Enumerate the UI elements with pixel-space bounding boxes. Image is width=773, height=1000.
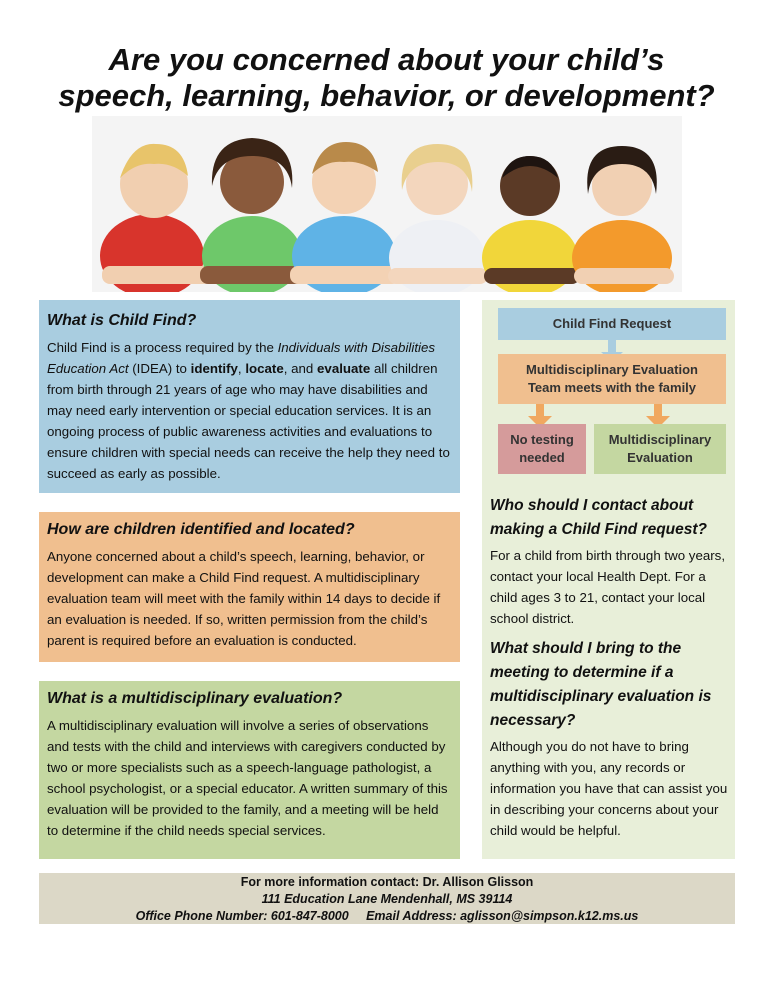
footer-contact-name: For more information contact: Dr. Allison Glisson [240,875,534,889]
act-name: Individuals with Disabilities Education Act [47,340,436,376]
contact-body: For a child from birth through two years, contact your local Health Dept. For a child ages 3 to 21, contact your local school district. [490,548,726,626]
contact-section [490,494,730,849]
what-is-child-find-section [39,300,460,493]
bring-body: Although you do not have to bring anything with you, any records or information you have that can assist you in describing your concerns about your child would be helpful. [490,739,728,838]
keyword-evaluate: evaluate [317,361,371,376]
flow-evaluation-box [594,424,726,474]
identification-body: Anyone concerned about a child’s speech, learning, behavior, or development can make a Child Find request. A multidisciplinary evaluation team will meet with the family within 14 days to decide if an evaluation is needed. If so, written permission from the child’s parent is required before an evaluation is conducted. [47,549,441,648]
flow-no-testing-label-1: No testing [510,432,574,447]
contact-footer [39,873,735,924]
flow-no-testing-label-2: needed [519,450,565,465]
keyword-identify: identify [190,361,238,376]
title-line-1: Are you concerned about your child’s [108,42,665,77]
page-title [0,42,773,114]
contact-heading: Who should I contact about making a Child Find request? [490,497,708,538]
footer-phone: Office Phone Number: 601-847-8000 [135,909,349,923]
flow-team-meeting-box [498,354,726,404]
bring-heading: What should I bring to the meeting to determine if a multidisciplinary evaluation is necessary? [490,640,712,729]
body-text: , [237,361,246,376]
flow-request-label: Child Find Request [552,316,672,331]
children-illustration [92,116,682,292]
flow-evaluation-label-2: Evaluation [627,450,693,465]
flow-team-label-1: Multidisciplinary Evaluation [526,362,698,377]
flow-no-testing-box [498,424,586,474]
children-photo [92,116,682,292]
flow-evaluation-label-1: Multidisciplinary [608,432,712,447]
body-text: Child Find is a process required by the [47,340,278,355]
body-text: , and [283,361,318,376]
multidisciplinary-section [39,681,460,859]
sidebar [482,300,735,859]
footer-email: Email Address: aglisson@simpson.k12.ms.us [366,909,639,923]
footer-address: 111 Education Lane Mendenhall, MS 39114 [261,892,513,906]
identification-heading: How are children identified and located? [47,521,355,538]
multidisciplinary-heading: What is a multidisciplinary evaluation? [47,690,343,707]
body-text: all children from birth through 21 years of age who may have disabilities and may need early intervention or special education services. It is an ongoing process of public awareness activities and evaluations to ensure children with special needs can receive the help they need to succeed as early as possible. [47,361,450,481]
footer-phone-email [39,908,735,925]
title-line-2: speech, learning, behavior, or development? [58,78,715,113]
identification-section [39,512,460,662]
body-text: (IDEA) to [128,361,191,376]
what-is-child-find-heading: What is Child Find? [47,312,197,329]
multidisciplinary-body: A multidisciplinary evaluation will involve a series of observations and tests with the child and interviews with caregivers conducted by two or more specialists such as a speech-language pathologist, a school psychologist, or a special educator. A written summary of this evaluation will be provided to the family, and a meeting will be held to determine if the child needs special services. [47,718,448,838]
what-is-child-find-body [47,337,452,484]
keyword-locate: locate [245,361,284,376]
flow-team-label-2: Team meets with the family [527,380,697,395]
